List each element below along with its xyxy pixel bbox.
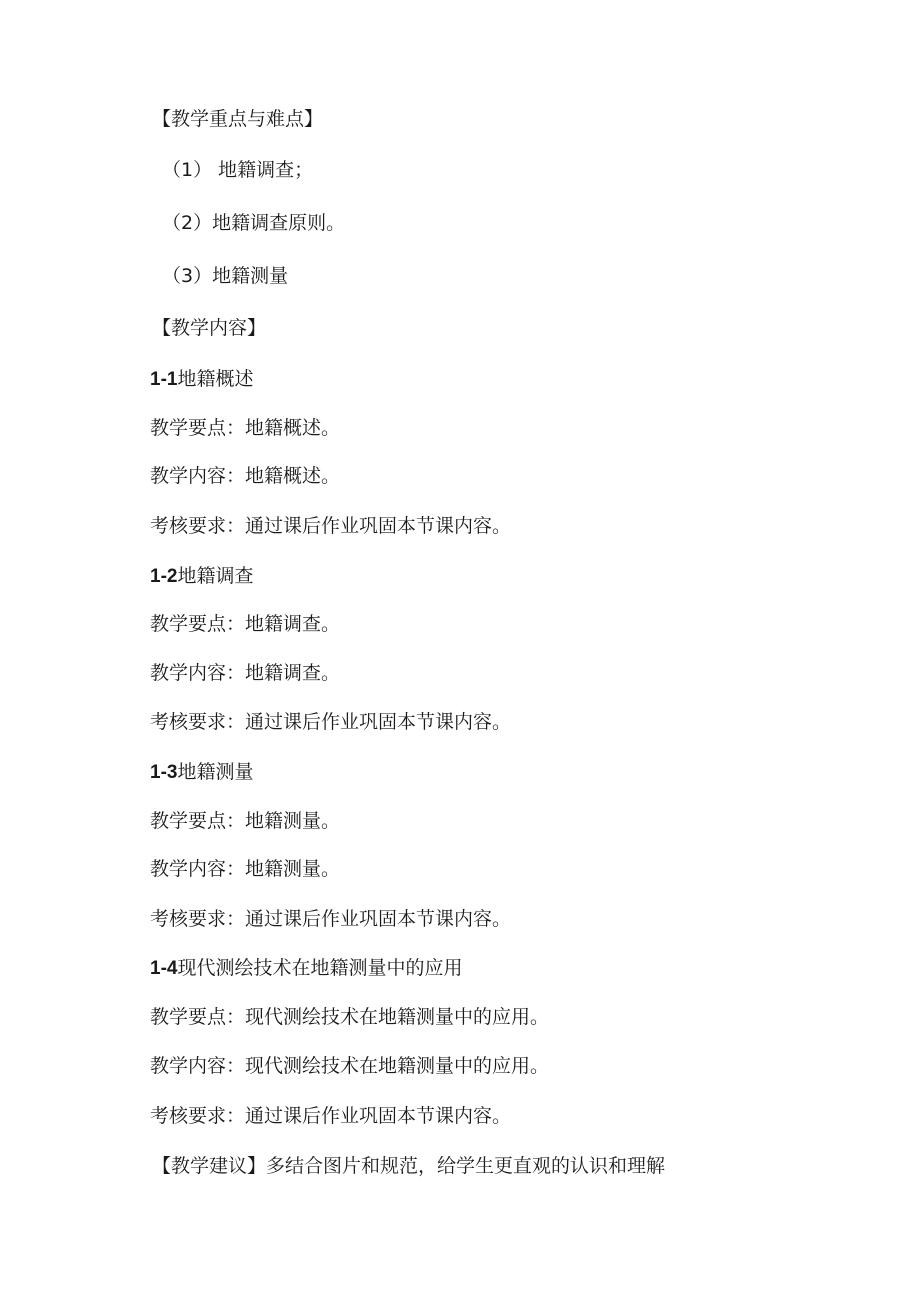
key-point-marker: （2）	[162, 212, 213, 234]
section-number: 1-2	[150, 566, 178, 587]
key-point-item-2	[162, 210, 345, 236]
key-point-marker: （3）	[162, 265, 213, 287]
section-content: 教学内容：现代测绘技术在地籍测量中的应用。	[150, 1055, 550, 1077]
section-title-text: 地籍概述	[177, 368, 254, 390]
section-title	[150, 759, 253, 786]
section-assessment: 考核要求：通过课后作业巩固本节课内容。	[150, 1105, 512, 1127]
suggestion-text: 多结合图片和规范，给学生更直观的认识和理解	[266, 1155, 666, 1177]
key-point-text: 地籍调查原则。	[212, 212, 346, 234]
section-point: 教学要点：地籍调查。	[150, 613, 341, 635]
section-point: 教学要点：现代测绘技术在地籍测量中的应用。	[150, 1006, 550, 1028]
section-title	[150, 563, 253, 590]
key-point-item-3	[162, 263, 288, 289]
section-title-text: 现代测绘技术在地籍测量中的应用	[177, 957, 463, 979]
section-title	[150, 955, 462, 982]
content-heading: 【教学内容】	[152, 317, 267, 339]
key-point-text: 地籍调查；	[212, 159, 314, 181]
section-content: 教学内容：地籍概述。	[150, 465, 341, 487]
section-content: 教学内容：地籍测量。	[150, 858, 341, 880]
suggestion-line	[152, 1153, 665, 1179]
suggestion-heading: 【教学建议】	[152, 1155, 267, 1177]
section-point: 教学要点：地籍测量。	[150, 810, 341, 832]
section-number: 1-4	[150, 958, 178, 979]
section-title	[150, 366, 253, 393]
key-point-text: 地籍测量	[212, 265, 289, 287]
section-title-text: 地籍测量	[177, 761, 254, 783]
key-point-item-1	[162, 157, 313, 183]
section-number: 1-1	[150, 369, 178, 390]
section-title-text: 地籍调查	[177, 565, 254, 587]
section-content: 教学内容：地籍调查。	[150, 662, 341, 684]
section-assessment: 考核要求：通过课后作业巩固本节课内容。	[150, 908, 512, 930]
key-point-marker: （1）	[162, 159, 213, 181]
section-point: 教学要点：地籍概述。	[150, 417, 341, 439]
section-assessment: 考核要求：通过课后作业巩固本节课内容。	[150, 515, 512, 537]
section-assessment: 考核要求：通过课后作业巩固本节课内容。	[150, 711, 512, 733]
key-points-heading: 【教学重点与难点】	[152, 108, 324, 130]
section-number: 1-3	[150, 762, 178, 783]
